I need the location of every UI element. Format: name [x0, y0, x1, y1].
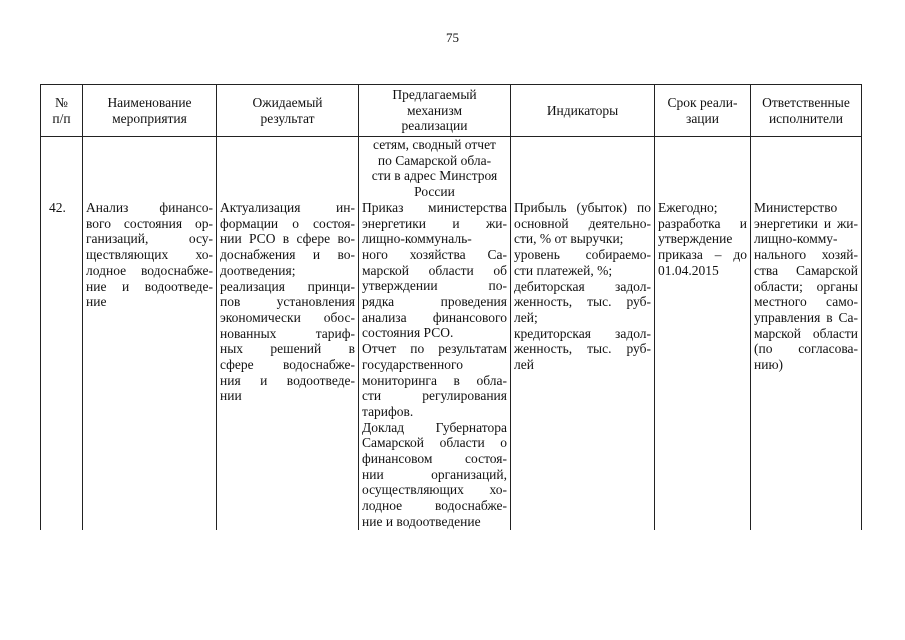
text-line: уровень собираемо-: [514, 247, 651, 263]
text-line: Отчет по результатам: [362, 341, 507, 357]
text-line: вого состояния ор-: [86, 215, 213, 231]
text-line: утверждении по-: [362, 278, 507, 294]
text-line: дебиторская задол-: [514, 278, 651, 294]
text-line: ства Самарской: [754, 262, 858, 278]
text-line: лищно-комму-: [754, 231, 838, 247]
text-line: ние и водоотведе-: [86, 278, 213, 294]
header-num-text: № п/п: [52, 95, 71, 126]
col-name: [82, 137, 216, 530]
col-mechanism: [358, 137, 510, 530]
col-responsible: [750, 137, 862, 530]
text-line: ния и водоотведе-: [220, 372, 355, 388]
text-line: России: [414, 184, 455, 200]
header-num: [40, 85, 82, 136]
text-line: лодное водоснабже-: [86, 262, 213, 278]
text-line: реализация принци-: [220, 278, 355, 294]
header-responsible-text: Ответственные исполнители: [762, 95, 850, 126]
text-line: сти регулирования: [362, 388, 507, 404]
text-line: 01.04.2015: [658, 262, 719, 278]
text-line: утверждение: [658, 231, 733, 247]
header-indicators: [510, 85, 654, 136]
table-header: [40, 84, 862, 137]
text-line: финансовом состоя-: [362, 451, 507, 467]
text-line: сти, % от выручки;: [514, 231, 624, 247]
text-line: кредиторская задол-: [514, 325, 651, 341]
text-line: нованных тариф-: [220, 325, 355, 341]
text-line: сфере водоснабже-: [220, 357, 355, 373]
header-deadline-text: Срок реали- зации: [667, 95, 738, 126]
text-line: Прибыль (убыток) по: [514, 200, 651, 215]
text-line: доснабжения и во-: [220, 247, 355, 263]
text-line: экономически обос-: [220, 309, 355, 325]
text-line: Ежегодно;: [658, 200, 718, 215]
text-line: сти платежей, %;: [514, 262, 613, 278]
text-line: местного само-: [754, 294, 858, 310]
header-result-text: Ожидаемый результат: [252, 95, 323, 126]
row-name: [83, 200, 216, 310]
text-line: лищно-коммуналь-: [362, 231, 472, 247]
header-result: [216, 85, 358, 136]
text-line: ние: [86, 294, 107, 310]
text-line: разработка и: [658, 215, 747, 231]
text-line: доотведения;: [220, 262, 296, 278]
text-line: ного хозяйства Са-: [362, 246, 507, 262]
text-line: нии организаций,: [362, 466, 507, 482]
text-line: управления в Са-: [754, 309, 858, 325]
text-line: ние и водоотведение: [362, 513, 481, 529]
text-line: марской области: [754, 325, 858, 341]
col-indicators: [510, 137, 654, 530]
text-line: сти в адрес Минстроя: [371, 168, 498, 184]
row-number: 42.: [49, 200, 66, 215]
continuation-text: [359, 137, 510, 200]
text-line: по Самарской обла-: [377, 152, 492, 168]
text-line: Доклад Губернатора: [362, 419, 507, 435]
measures-table: [40, 84, 862, 530]
header-name: [82, 85, 216, 136]
header-deadline: [654, 85, 750, 136]
text-line: приказа – до: [658, 247, 747, 263]
text-line: женность, тыс. руб-: [514, 294, 651, 310]
text-line: государственного: [362, 356, 463, 372]
text-line: женность, тыс. руб-: [514, 341, 651, 357]
text-line: Министерство: [754, 200, 838, 215]
row-result: [217, 200, 358, 404]
text-line: нального хозяй-: [754, 247, 858, 263]
text-line: нии РСО в сфере во-: [220, 231, 355, 247]
text-line: лей: [514, 357, 534, 373]
text-line: Актуализация ин-: [220, 200, 355, 215]
text-line: рядка проведения: [362, 294, 507, 310]
text-line: нии: [220, 388, 242, 404]
text-line: (по согласова-: [754, 341, 858, 357]
row-deadline: [655, 200, 750, 279]
text-line: лей;: [514, 309, 538, 325]
text-line: нию): [754, 357, 784, 373]
col-num: [40, 137, 82, 530]
text-line: области; органы: [754, 278, 858, 294]
table-body: [40, 137, 862, 530]
row-responsible: [751, 200, 861, 373]
text-line: Приказ министерства: [362, 199, 507, 215]
text-line: пов установления: [220, 294, 355, 310]
text-line: тарифов.: [362, 403, 414, 419]
row-mechanism: [359, 200, 510, 530]
text-line: формации о состоя-: [220, 215, 355, 231]
text-line: сетям, сводный отчет: [373, 137, 496, 152]
col-result: [216, 137, 358, 530]
page-number: 75: [446, 30, 459, 45]
text-line: Анализ финансо-: [86, 200, 213, 215]
text-line: ных решений в: [220, 341, 355, 357]
text-line: ганизаций, осу-: [86, 231, 213, 247]
header-mechanism: [358, 85, 510, 136]
text-line: лодное водоснабже-: [362, 498, 507, 514]
text-line: энергетики и жи-: [754, 215, 858, 231]
text-line: анализа финансового: [362, 309, 507, 325]
text-line: мониторинга в обла-: [362, 372, 507, 388]
text-line: основной деятельно-: [514, 215, 651, 231]
text-line: ществляющих хо-: [86, 247, 213, 263]
header-name-text: Наименование мероприятия: [107, 95, 192, 126]
col-deadline: [654, 137, 750, 530]
row-indicators: [511, 200, 654, 373]
header-mechanism-text: Предлагаемый механизм реализации: [392, 87, 477, 134]
header-indicators-text: Индикаторы: [546, 102, 619, 118]
text-line: осуществляющих хо-: [362, 482, 507, 498]
header-responsible: [750, 85, 862, 136]
text-line: энергетики и жи-: [362, 215, 507, 231]
text-line: Самарской области о: [362, 435, 507, 451]
text-line: состояния РСО.: [362, 325, 454, 341]
text-line: марской области об: [362, 262, 507, 278]
